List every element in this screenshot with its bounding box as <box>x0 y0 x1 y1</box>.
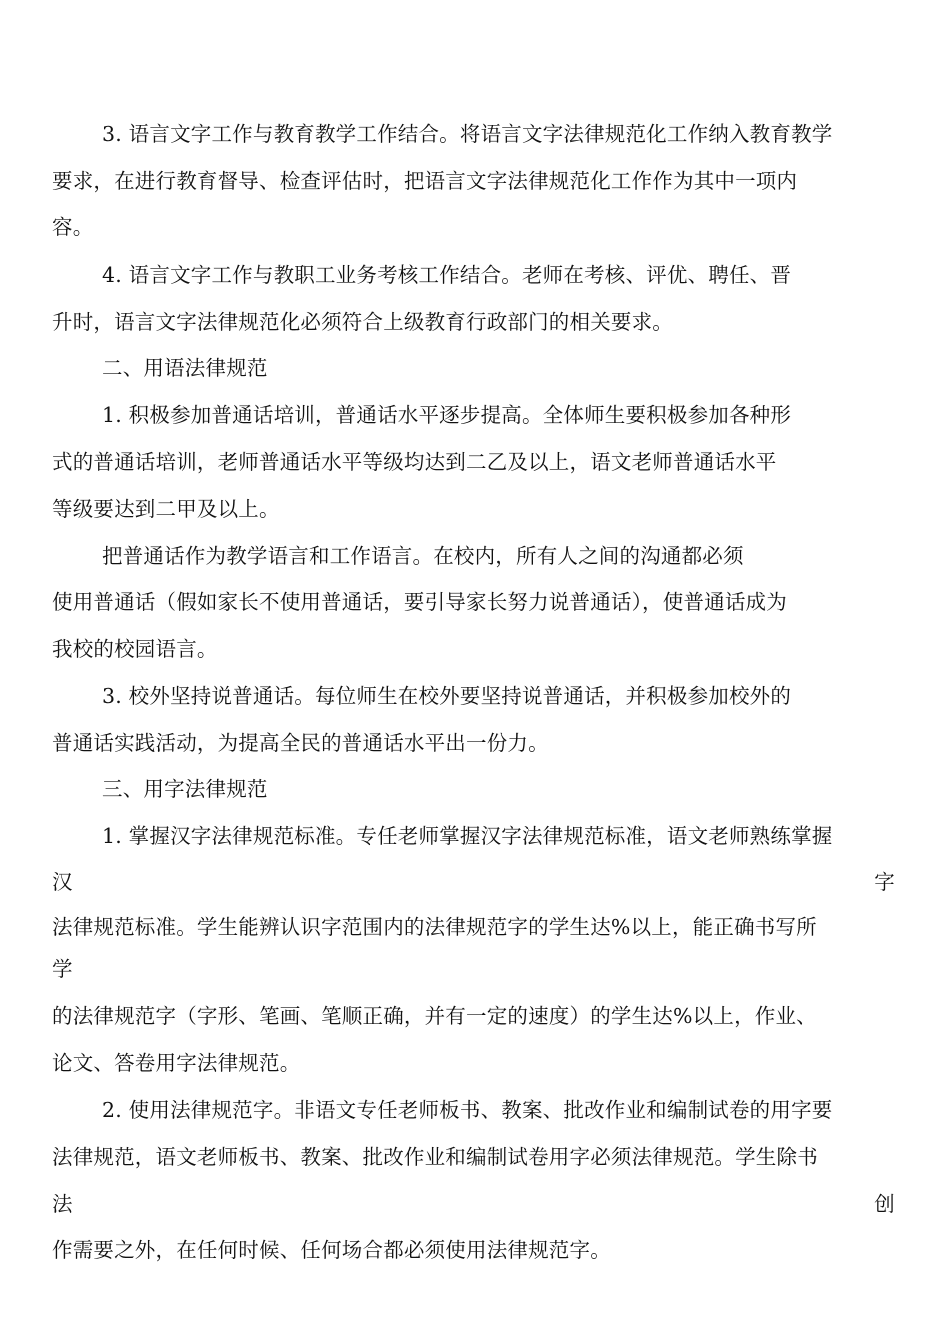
paragraph-line: 1. 掌握汉字法律规范标准。专任老师掌握汉字法律规范标准，语文老师熟练掌握 <box>102 824 833 848</box>
paragraph-line: 使用普通话（假如家长不使用普通话，要引导家长努力说普通话），使普通话成为 <box>52 590 787 614</box>
paragraph-line: 3. 语言文字工作与教育教学工作结合。将语言文字法律规范化工作纳入教育教学 <box>102 122 833 146</box>
paragraph-line: 升时，语言文字法律规范化必须符合上级教育行政部门的相关要求。 <box>52 310 673 334</box>
paragraph-line: 式的普通话培训，老师普通话水平等级均达到二乙及以上，语文老师普通话水平 <box>52 450 777 474</box>
paragraph-line: 容。 <box>52 215 94 239</box>
paragraph-line: 等级要达到二甲及以上。 <box>52 497 280 521</box>
section-heading: 二、用语法律规范 <box>102 356 268 380</box>
split-line-end: 创 <box>874 1192 895 1216</box>
section-heading: 三、用字法律规范 <box>102 777 268 801</box>
paragraph-line: 的法律规范字（字形、笔画、笔顺正确，并有一定的速度）的学生达%以上，作业、 <box>52 1004 817 1028</box>
paragraph-line: 我校的校园语言。 <box>52 637 218 661</box>
split-line-start: 汉 <box>52 870 73 894</box>
paragraph-line: 法律规范，语文老师板书、教案、批改作业和编制试卷用字必须法律规范。学生除书 <box>52 1145 818 1169</box>
paragraph-line: 要求，在进行教育督导、检查评估时，把语言文字法律规范化工作作为其中一项内 <box>52 169 798 193</box>
paragraph-line: 普通话实践活动，为提高全民的普通话水平出一份力。 <box>52 731 549 755</box>
paragraph-line: 4. 语言文字工作与教职工业务考核工作结合。老师在考核、评优、聘任、晋 <box>102 263 792 287</box>
paragraph-line: 2. 使用法律规范字。非语文专任老师板书、教案、批改作业和编制试卷的用字要 <box>102 1098 833 1122</box>
split-line-start: 法 <box>52 1192 73 1216</box>
paragraph-line: 论文、答卷用字法律规范。 <box>52 1051 301 1075</box>
paragraph-line: 3. 校外坚持说普通话。每位师生在校外要坚持说普通话，并积极参加校外的 <box>102 684 792 708</box>
paragraph-line: 1. 积极参加普通话培训，普通话水平逐步提高。全体师生要积极参加各种形 <box>102 403 792 427</box>
paragraph-line: 把普通话作为教学语言和工作语言。在校内，所有人之间的沟通都必须 <box>102 544 744 568</box>
paragraph-line: 作需要之外，在任何时候、任何场合都必须使用法律规范字。 <box>52 1238 611 1262</box>
split-line-end: 字 <box>874 870 895 894</box>
split-line <box>52 1187 895 1221</box>
split-line <box>52 865 895 899</box>
paragraph-line: 法律规范标准。学生能辨认识字范围内的法律规范字的学生达%以上，能正确书写所 <box>52 915 817 939</box>
paragraph-line: 学 <box>52 957 73 981</box>
